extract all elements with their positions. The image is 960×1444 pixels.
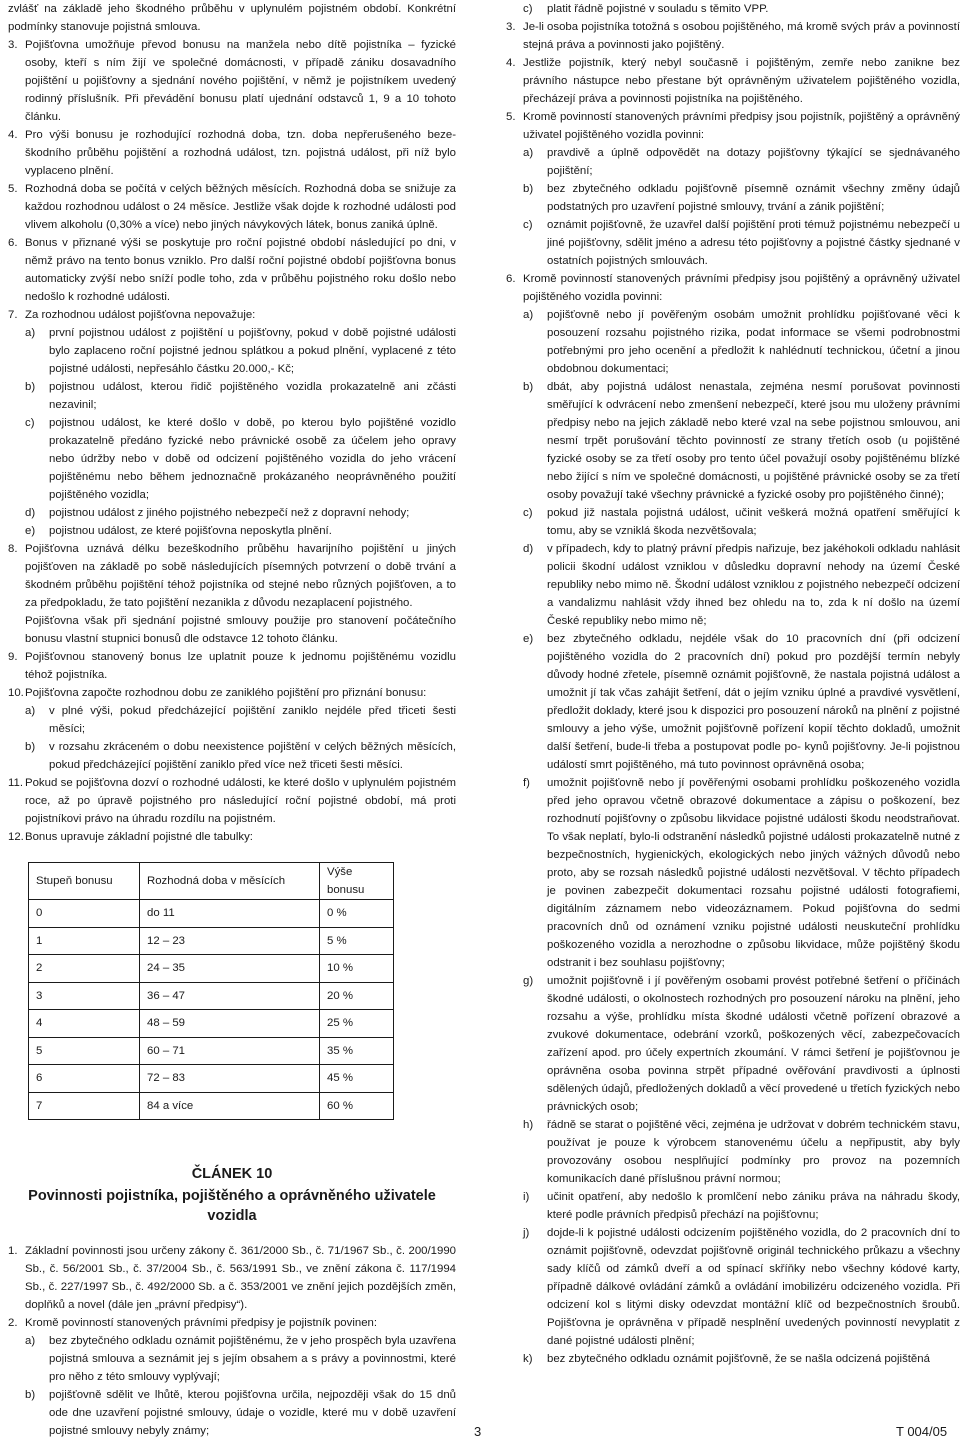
sub-item-text: pojišťovně nebo jí pověřeným osobám umožnit prohlídku pojišťované věci k posouzení rozsahu pojistného rizika, podat informace se všemi podrobnostmi potřebnými pro jeho ocenění a předložit k nahlédnutí technickou, účetní a jinou obdobnou dokumentaci; bbox=[547, 309, 960, 375]
sub-item-text: pojistnou událost, kterou řidič pojištěného vozidla prokazatelně ani zčásti nezavinil; bbox=[49, 381, 456, 411]
sub-item-letter: k) bbox=[523, 1353, 533, 1365]
sub-item-letter: c) bbox=[25, 417, 35, 429]
numbered-paragraph bbox=[8, 1314, 456, 1332]
sub-item-letter: a) bbox=[25, 705, 36, 717]
sub-item-letter: b) bbox=[25, 741, 36, 753]
paragraph-number: 11. bbox=[8, 777, 23, 789]
numbered-paragraph bbox=[506, 18, 960, 54]
sub-item-letter: b) bbox=[523, 183, 534, 195]
sub-item bbox=[506, 1188, 960, 1224]
table-cell: 5 % bbox=[320, 927, 394, 955]
sub-item-letter: j) bbox=[523, 1227, 530, 1239]
numbered-paragraph bbox=[506, 54, 960, 108]
sub-item-letter: a) bbox=[523, 147, 534, 159]
table-cell: 45 % bbox=[320, 1065, 394, 1093]
table-cell: 35 % bbox=[320, 1037, 394, 1065]
table-cell: 72 – 83 bbox=[140, 1065, 320, 1093]
sub-item-text: v rozsahu zkráceném o dobu neexistence pojištění v celých běžných měsících, pokud předcházející pojištění zaniklo před více než třiceti šesti měsíci. bbox=[49, 741, 456, 771]
numbered-paragraph bbox=[8, 828, 456, 846]
paragraph-text: Kromě povinností stanovených právními předpisy jsou pojištěný a oprávněný uživatel pojištěného vozidla povinni: bbox=[523, 273, 960, 303]
sub-item-letter: c) bbox=[523, 3, 533, 15]
table-cell: 2 bbox=[29, 955, 140, 983]
sub-item-text: pojistnou událost, ke které došlo v době, po kterou bylo pojištěné vozidlo prokazatelně předáno fyzické nebo právnické osobě za účelem jeho opravy nebo údržby nebo v době od odcizení pojištěného vozidla do jeho vrácení pojištěnému nebo během jednoznačně prokázaného neoprávněného použití pojištěného vozidla; bbox=[49, 417, 456, 501]
sub-item-text: bez zbytečného odkladu oznámit pojištěnému, že v jeho prospěch byla uzavřena pojistná smlouva a seznámit jej s jejím obsahem a s právy a povinnostmi, které pro něho z této smlouvy vyplývají; bbox=[49, 1335, 456, 1383]
paragraph-text: Jestliže pojistník, který nebyl současně i pojištěným, zemře nebo zanikne bez právního nástupce nebo přestane být oprávněným uživatelem pojištěného vozidla, přecházejí práva a povinnosti pojistníka na pojištěného. bbox=[523, 57, 960, 105]
sub-item-text: oznámit pojišťovně, že uzavřel další pojištění proti témuž pojistnému nebezpečí u jiné pojišťovny, sdělit jméno a adresu této pojišťovny a pojistné částky sjednané v ostatních pojistných smlouvách. bbox=[547, 219, 960, 267]
sub-item-text: bez zbytečného odkladu pojišťovně písemně oznámit všechny změny údajů podstatných pro uzavření pojistné smlouvy, trvání a zánik pojištění; bbox=[547, 183, 960, 213]
paragraph-number: 4. bbox=[8, 129, 18, 141]
sub-item bbox=[8, 738, 456, 774]
paragraph-number: 1. bbox=[8, 1245, 18, 1257]
sub-item-letter: c) bbox=[523, 219, 533, 231]
sub-item-text: pojistnou událost, ze které pojišťovna neposkytla plnění. bbox=[49, 525, 332, 537]
numbered-paragraph bbox=[8, 180, 456, 234]
sub-item bbox=[8, 324, 456, 378]
sub-item-text: pokud již nastala pojistná událost, učinit veškerá možná opatření směřující k tomu, aby se vzniklá škoda nezvětšovala; bbox=[547, 507, 960, 537]
table-cell: 84 a více bbox=[140, 1092, 320, 1120]
table-row bbox=[29, 1092, 394, 1120]
numbered-paragraph bbox=[8, 684, 456, 702]
table-row bbox=[29, 1065, 394, 1093]
sub-item bbox=[506, 378, 960, 504]
sub-item-letter: a) bbox=[25, 327, 36, 339]
sub-item-letter: c) bbox=[523, 507, 533, 519]
paragraph-text: Pojišťovna uznává délku bezeškodního průběhu havarijního pojištění u jiných pojišťoven na základě po sobě následujících písemných potvrzení o době trvání a škodném průběhu pojištění téhož pojistníka od stejné nebo různých pojišťoven, a to za předpokladu, že tato pojištění nezanikla z důvodu nezaplacení pojistného. bbox=[25, 543, 456, 609]
sub-item bbox=[506, 180, 960, 216]
table-header-cell: Výše bonusu bbox=[320, 863, 394, 900]
paragraph-text: Pokud se pojišťovna dozví o rozhodné události, ke které došlo v uplynulém pojistném roce, až po úpravě pojistného pro následující roční pojistné období, má proti pojistníkovi právo na úhradu rozdílu na pojistném. bbox=[25, 777, 456, 825]
sub-item bbox=[506, 1116, 960, 1188]
sub-item bbox=[506, 972, 960, 1116]
table-row bbox=[29, 900, 394, 928]
sub-item bbox=[506, 540, 960, 630]
right-column bbox=[506, 0, 960, 1368]
paragraph-text: Pojišťovna umožňuje převod bonusu na manžela nebo dítě pojistníka – fyzické osoby, kteří s ním žijí ve společné domácnosti, v případě zániku dosavadního pojištění u pojišťovny a sjednání nového pojištění, v němž je pojistníkem uvedený rodinný příslušník. Při převádění bonusu platí ujednání odstavců 1, 9 a 10 tohoto článku. bbox=[25, 39, 456, 123]
table-header-row bbox=[29, 863, 394, 900]
sub-item-letter: b) bbox=[25, 381, 36, 393]
numbered-paragraph bbox=[506, 270, 960, 306]
paragraph-number: 6. bbox=[506, 273, 516, 285]
sub-item-letter: a) bbox=[523, 309, 534, 321]
sub-item-text: dojde-li k pojistné události odcizením pojištěného vozidla, do 2 pracovních dní to oznámit pojišťovně, odevzdat pojišťovně originál technického průkazu a všechny sady klíčů od zámků dveří a od spínací skříňky nebo všechny kódové karty, případně dálkové ovládání zámků a ovládání imobilizéru odcizeného vozidla. Při odcizení kol s litými disky odevzdat montážní klíč od bezpečnostních šroubů. Pojišťovna je oprávněna v případě nesplnění uvedených povinností nevyplatit z dané pojistné události plnění; bbox=[547, 1227, 960, 1347]
paragraph-text: Rozhodná doba se počítá v celých běžných měsících. Rozhodná doba se snižuje za každou rozhodnou událost o 24 měsíce. Jestliže však dojde k rozhodné události pod vlivem alkoholu (0,30% a více) nebo jiných návykových látek, bonus zaniká úplně. bbox=[25, 183, 456, 231]
table-cell: 25 % bbox=[320, 1010, 394, 1038]
table-row bbox=[29, 1037, 394, 1065]
sub-item-text: bez zbytečného odkladu oznámit pojišťovně, že se našla odcizená pojištěná bbox=[547, 1353, 930, 1365]
sub-item-letter: d) bbox=[523, 543, 534, 555]
table-cell: 10 % bbox=[320, 955, 394, 983]
table-cell: 1 bbox=[29, 927, 140, 955]
sub-item bbox=[8, 702, 456, 738]
sub-item bbox=[8, 378, 456, 414]
sub-item bbox=[506, 0, 960, 18]
paragraph-text: Bonus v přiznané výši se poskytuje pro roční pojistné období následující po dni, v němž právo na tento bonus vzniklo. Pro další roční pojistné období pojišťovna bonus automaticky zvýší nebo sníží podle toho, zda v průběhu pojistného roku došlo nebo nedošlo k rozhodné události. bbox=[25, 237, 456, 303]
sub-item-letter: d) bbox=[25, 507, 36, 519]
table-cell: 0 bbox=[29, 900, 140, 928]
table-cell: 60 – 71 bbox=[140, 1037, 320, 1065]
table-cell: 3 bbox=[29, 982, 140, 1010]
paragraph-number: 12. bbox=[8, 831, 24, 843]
sub-item-text: pojišťovně sdělit ve lhůtě, kterou pojišťovna určila, nejpozději však do 15 dnů ode dne uzavření pojistné smlouvy, údaje o vozidle, které mu v době uzavření pojistné smlouvy nebyly známy; bbox=[49, 1389, 456, 1437]
sub-item-letter: e) bbox=[523, 633, 534, 645]
table-header-cell: Rozhodná doba v měsících bbox=[140, 863, 320, 900]
sub-item-text: první pojistnou událost z pojištění u pojišťovny, pokud v době pojistné události bylo zaplaceno roční pojistné jednou splátkou a pokud plnění, vyplacené z této pojistné události, nepřesáhlo částku 20.000,- Kč; bbox=[49, 327, 456, 375]
table-cell: 4 bbox=[29, 1010, 140, 1038]
table-cell: 36 – 47 bbox=[140, 982, 320, 1010]
sub-item-letter: g) bbox=[523, 975, 534, 987]
paragraph-number: 5. bbox=[506, 111, 516, 123]
numbered-paragraph bbox=[8, 1242, 456, 1314]
table-cell: 5 bbox=[29, 1037, 140, 1065]
sub-item-text: v případech, kdy to platný právní předpis nařizuje, bez jakéhokoli odkladu nahlásit policii škodní událost vzniklou v důsledku dopravní nehody na území České republiky nebo mimo ně. Škodní událost vzniklou z pojistného nebezpečí odcizení a vandalizmu nahlásit vždy ihned bez ohledu na to, zda k ní došlo na území České republiky nebo mimo ně; bbox=[547, 543, 960, 627]
intro-paragraph: zvlášť na základě jeho škodného průběhu v uplynulém pojistném období. Konkrétní podmínky stanovuje pojistná smlouva. bbox=[8, 3, 456, 33]
sub-item bbox=[506, 1350, 960, 1368]
paragraph-text: Kromě povinností stanovených právními předpisy jsou pojistník, pojištěný a oprávněný uživatel pojištěného vozidla povinni: bbox=[523, 111, 960, 141]
sub-item-text: umožnit pojišťovně i jí pověřeným osobami provést potřebné šetření o příčinách škodné události, o okolnostech rozhodných pro posouzení nároku na plnění, jeho rozsahu a výše, prohlídku místa škodné události včetně pořízení obrazové a zvukové dokumentace, odebrání vzorků, poškozených věcí, zabezpečovacích zařízení apod. pro účely expertních zkoumání. V rámci šetření je pojišťovnou je oprávněna osoba povinna strpět případné ověřování pravdivosti a úplnosti sdělených údajů, předložených dokladů a věcí provedené u třetích fyzických nebo právnických osob; bbox=[547, 975, 960, 1113]
paragraph-number: 7. bbox=[8, 309, 18, 321]
numbered-paragraph bbox=[8, 774, 456, 828]
article-title: ČLÁNEK 10 bbox=[191, 1166, 273, 1182]
paragraph-text: Pro výši bonusu je rozhodující rozhodná doba, tzn. doba nepřerušeného beze- škodního průběhu pojištění a rozhodná událost, tzn. pojistná událost, při níž bylo vyplaceno plnění. bbox=[25, 129, 456, 177]
sub-item-letter: a) bbox=[25, 1335, 36, 1347]
table-row bbox=[29, 955, 394, 983]
sub-item bbox=[506, 504, 960, 540]
numbered-paragraph bbox=[8, 540, 456, 612]
page-number: 3 bbox=[474, 1424, 482, 1439]
sub-item-text: bez zbytečného odkladu, nejdéle však do 10 pracovních dní (při odcizení pojištěného vozidla do 2 pracovních dní) pokud pro pozdější termín nebyly důvody hodné zřetele, písemně oznámit pojišťovně, že nastala pojistná událost a umožnit jí tak včas zahájit šetření, dát o jejím vzniku úplné a pravdivé vysvětlení, předložit doklady, které jsou k dispozici pro posouzení nároků na plnění z pojistné smlouvy a jeho výše, umožnit pojišťovně pořízení kopií těchto dokladů, umožnit další šetření, bude-li třeba a postupovat podle po- kynů pojišťovny. Je-li pojistnou událostí smrt pojištěného, má tuto povinnost oprávněná osoba; bbox=[547, 633, 960, 771]
numbered-paragraph bbox=[8, 126, 456, 180]
sub-item-text: umožnit pojišťovně nebo jí pověřenými osobami prohlídku poškozeného vozidla před jeho opravou včetně obrazové dokumentace a zápisu o poškození, bez rozhodnutí pojišťovny o způsobu likvidace pojistné události škodu neodstraňovat. To však neplatí, bylo-li odstranění následků pojistné události prokazatelně nutné z bezpečnostních, hygienických, ekologických nebo jiných vážných důvodů nebo proto, aby se rozsah následků pojistné události nezvětšoval. V těchto případech je povinen zabezpečit dokumentaci rozsahu pojistné události fotografiemi, digitálním záznamem nebo videozáznamem. Pokud pojišťovna do sedmi pracovních dnů od oznámení vzniku pojistné události neuskuteční prohlídku poškozeného vozidla a nerozhodne o způsobu likvidace, může pojištěný škodu odstranit i bez souhlasu pojišťovny; bbox=[547, 777, 960, 969]
paragraph-text: Bonus upravuje základní pojistné dle tabulky: bbox=[25, 831, 253, 843]
table-cell: 20 % bbox=[320, 982, 394, 1010]
paragraph-text: Za rozhodnou událost pojišťovna nepovažuje: bbox=[25, 309, 256, 321]
paragraph-text: Pojišťovna započte rozhodnou dobu ze zaniklého pojištění pro přiznání bonusu: bbox=[25, 687, 427, 699]
sub-item bbox=[8, 414, 456, 504]
paragraph-text: Pojišťovnou stanovený bonus lze uplatnit pouze k jednomu pojištěnému vozidlu téhož pojistníka. bbox=[25, 651, 456, 681]
paragraph-number: 10. bbox=[8, 687, 24, 699]
bonus-table bbox=[28, 862, 394, 1120]
paragraph-text: Je-li osoba pojistníka totožná s osobou pojištěného, má kromě svých práv a povinností stejná práva a povinnosti jako pojištěný. bbox=[523, 21, 960, 51]
sub-item-letter: i) bbox=[523, 1191, 530, 1203]
sub-item bbox=[506, 306, 960, 378]
paragraph-number: 3. bbox=[506, 21, 516, 33]
numbered-paragraph bbox=[8, 306, 456, 324]
sub-item bbox=[8, 504, 456, 522]
table-header-cell: Stupeň bonusu bbox=[29, 863, 140, 900]
table-cell: 6 bbox=[29, 1065, 140, 1093]
table-row bbox=[29, 1010, 394, 1038]
numbered-paragraph bbox=[506, 108, 960, 144]
sub-item bbox=[8, 522, 456, 540]
sub-item-letter: b) bbox=[523, 381, 534, 393]
table-cell: 60 % bbox=[320, 1092, 394, 1120]
table-cell: do 11 bbox=[140, 900, 320, 928]
sub-item bbox=[8, 1332, 456, 1386]
table-cell: 48 – 59 bbox=[140, 1010, 320, 1038]
sub-item bbox=[506, 216, 960, 270]
sub-item bbox=[506, 1224, 960, 1350]
sub-item-letter: e) bbox=[25, 525, 36, 537]
sub-item-text: v plné výši, pokud předcházející pojištění zaniklo nejdéle před třiceti šesti měsíci; bbox=[49, 705, 456, 735]
sub-item-text: pravdivě a úplně odpovědět na dotazy pojišťovny týkající se sjednávaného pojištění; bbox=[547, 147, 960, 177]
paragraph-number: 4. bbox=[506, 57, 516, 69]
sub-item bbox=[506, 144, 960, 180]
sub-item-letter: b) bbox=[25, 1389, 36, 1401]
numbered-paragraph bbox=[8, 648, 456, 684]
paragraph-number: 2. bbox=[8, 1317, 18, 1329]
paragraph-text: Základní povinnosti jsou určeny zákony č. 361/2000 Sb., č. 71/1967 Sb., č. 200/1990 Sb., č. 56/2001 Sb., č. 37/2004 Sb., č. 563/1991 Sb., ve znění zákona č. 117/1994 Sb., č. 227/1997 Sb., č. 492/2000 Sb. a č. 353/2001 ve znění jejich pozdějších změn, doplňků a novel (dále jen „právní předpisy“). bbox=[25, 1245, 456, 1311]
sub-item-letter: h) bbox=[523, 1119, 534, 1131]
paragraph-number: 9. bbox=[8, 651, 18, 663]
sub-item-letter: f) bbox=[523, 777, 530, 789]
table-cell: 0 % bbox=[320, 900, 394, 928]
sub-item-text: platit řádně pojistné v souladu s těmito VPP. bbox=[547, 3, 769, 15]
sub-item-text: pojistnou událost z jiného pojistného nebezpečí než z dopravní nehody; bbox=[49, 507, 410, 519]
left-column bbox=[8, 0, 456, 1440]
paragraph-continuation: Pojišťovna však při sjednání pojistné smlouvy použije pro stanovení počátečního bonusu vlastní stupnici bonusů dle odstavce 12 tohoto článku. bbox=[25, 615, 456, 645]
sub-item bbox=[506, 630, 960, 774]
table-cell: 24 – 35 bbox=[140, 955, 320, 983]
table-row bbox=[29, 927, 394, 955]
numbered-paragraph bbox=[8, 234, 456, 306]
sub-item-text: řádně se starat o pojištěné věci, zejména je udržovat v dobrém technickém stavu, používat je pouze k výrobcem stanovenému účelu a nepřipustit, aby byly provozovány osobou nesplňující podmínky pro provoz na pozemních komunikacích dané příslušnou právní normou; bbox=[547, 1119, 960, 1185]
paragraph-number: 3. bbox=[8, 39, 18, 51]
sub-item bbox=[8, 1386, 456, 1440]
paragraph-number: 5. bbox=[8, 183, 18, 195]
article-subtitle: Povinnosti pojistníka, pojištěného a oprávněného uživatele vozidla bbox=[28, 1188, 436, 1224]
paragraph-number: 6. bbox=[8, 237, 18, 249]
paragraph-text: Kromě povinností stanovených právními předpisy je pojistník povinen: bbox=[25, 1317, 378, 1329]
document-code: T 004/05 bbox=[896, 1424, 948, 1439]
paragraph-number: 8. bbox=[8, 543, 18, 555]
table-cell: 12 – 23 bbox=[140, 927, 320, 955]
sub-item bbox=[506, 774, 960, 972]
sub-item-text: dbát, aby pojistná událost nenastala, zejména nesmí porušovat povinnosti směřující k odvrácení nebo zmenšení nebezpečí, které jsou mu uloženy právními předpisy nebo na jejich základě nebo které vzal na sebe pojistnou smlouvou, ani nesmí trpět porušování těchto povinností ze strany třetích osob (u pojištěné fyzické osoby se za třetí osoby pro tento účel považují osoby pojištěnému blízké nebo žijící s ním ve společné domácnosti, u pojištěné právnické osoby se za třetí osoby považují také všechny právnické a fyzické osoby pro pojištěného činné); bbox=[547, 381, 960, 501]
numbered-paragraph bbox=[8, 36, 456, 126]
table-cell: 7 bbox=[29, 1092, 140, 1120]
table-row bbox=[29, 982, 394, 1010]
sub-item-text: učinit opatření, aby nedošlo k promlčení nebo zániku práva na náhradu škody, které podle právních předpisů přechází na pojišťovnu; bbox=[547, 1191, 960, 1221]
